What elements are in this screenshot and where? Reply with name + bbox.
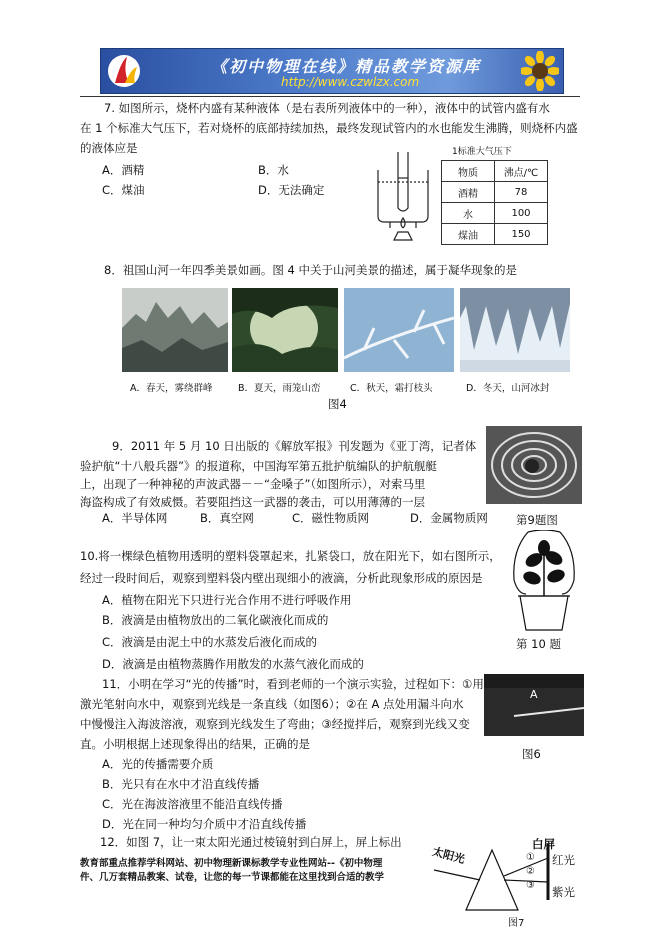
q7-option-c: C．煤油 — [102, 183, 145, 197]
q11-line1: 11．小明在学习“光的传播”时，看到老师的一个演示实验，过程如下：①用 — [102, 677, 484, 691]
q8-caption-c: C．秋天，霜打枝头 — [350, 383, 433, 394]
q7-option-a: A．酒精 — [102, 163, 145, 177]
header-banner — [100, 48, 564, 94]
laser-beam-icon — [484, 674, 584, 736]
photo-summer-rain — [232, 288, 338, 372]
q8-text: 8．祖国山河一年四季美景如画。图 4 中关于山河美景的描述，属于凝华现象的是 — [104, 263, 517, 277]
red-light-label: 红光 — [552, 853, 575, 867]
sonic-weapon-figure — [486, 426, 582, 504]
q9-line4: 海盗构成了有效威慑。若要阻挡这一武器的袭击，可以用薄薄的一层 — [80, 495, 425, 509]
q7-line1: 7. 如图所示，烧杯内盛有某种液体（是右表所列液体中的一种），液体中的试管内盛有水 — [104, 101, 550, 115]
figure-4-label: 图4 — [328, 397, 347, 411]
boiling-table-caption: 1标准大气压下 — [452, 147, 512, 157]
q10-option-c: C．液滴是由泥土中的水蒸发后液化而成的 — [102, 635, 318, 649]
q11-line2: 激光笔射向水中，观察到光线是一条直线（如图6）；②在 A 点处用漏斗向水 — [80, 697, 464, 711]
figure-6-label: 图6 — [522, 747, 541, 761]
sunlight-label: 太阳光 — [431, 844, 467, 867]
q7-line2: 在 1 个标准大气压下，若对烧杯的底部持续加热，最终发现试管内的水也能发生沸腾，则烧杯内盛 — [80, 121, 578, 135]
q8-caption-a: A．春天，雾绕群峰 — [130, 383, 213, 394]
figure-10-label: 第 10 题 — [516, 637, 561, 651]
q8-caption-d: D．冬天，山河冰封 — [466, 383, 550, 394]
table-cell: 水 — [442, 203, 495, 224]
table-cell: 煤油 — [442, 224, 495, 245]
q10-line2: 经过一段时间后，观察到塑料袋内壁出现细小的液滴，分析此现象形成的原因是 — [80, 571, 483, 585]
table-header-substance: 物质 — [442, 161, 495, 182]
q11-line4: 直。小明根据上述现象得出的结果，正确的是 — [80, 737, 310, 751]
q11-option-b: B．光只有在水中才沿直线传播 — [102, 777, 260, 791]
footer-line1: 教育部重点推荐学科网站、初中物理新课标教学专业性网站--《初中物理 — [80, 858, 383, 869]
q12-line1: 12．如图 7，让一束太阳光通过棱镜射到白屏上，屏上标出 — [100, 835, 402, 849]
q7-option-b: B．水 — [258, 163, 289, 177]
q9-option-a: A．半导体网 — [102, 511, 168, 525]
marker-3: ③ — [526, 880, 535, 891]
q9-line1: 9．2011 年 5 月 10 日出版的《解放军报》刊发题为《亚丁湾，记者体 — [112, 439, 477, 453]
banner-title: 《初中物理在线》精品教学资源库 — [211, 57, 482, 76]
q10-option-a: A．植物在阳光下只进行光合作用不进行呼吸作用 — [102, 593, 352, 607]
q9-line3: 上，出现了一种神秘的声波武器－－“金嗓子”（如图所示），对索马里 — [80, 477, 426, 491]
photo-autumn-frost — [344, 288, 454, 372]
table-cell: 酒精 — [442, 182, 495, 203]
table-cell: 78 — [495, 182, 548, 203]
site-logo — [107, 53, 141, 89]
footer-line2: 件、几万套精品教案、试卷，让您的每一节课都能在这里找到合适的教学 — [80, 872, 385, 883]
white-screen-label: 白屏 — [532, 837, 555, 851]
q9-option-b: B．真空网 — [200, 511, 254, 525]
banner-url[interactable]: http://www.czwlzx.com — [281, 75, 420, 89]
q11-option-d: D．光在同一种均匀介质中才沿直线传播 — [102, 817, 307, 831]
table-cell: 150 — [495, 224, 548, 245]
q9-option-d: D．金属物质网 — [410, 511, 488, 525]
photo-spring-mountains — [122, 288, 228, 372]
boiling-point-table — [441, 160, 548, 245]
laser-water-photo — [484, 674, 584, 736]
header-rule — [80, 96, 580, 97]
q7-option-d: D．无法确定 — [258, 183, 325, 197]
table-cell: 100 — [495, 203, 548, 224]
marker-2: ② — [526, 866, 535, 877]
q10-option-b: B．液滴是由植物放出的二氧化碳液化而成的 — [102, 613, 329, 627]
beaker-test-tube-figure — [372, 148, 434, 244]
photo-winter-ice — [460, 288, 570, 372]
q9-option-c: C．磁性物质网 — [292, 511, 370, 525]
figure-9-label: 第9题图 — [516, 513, 558, 527]
q7-line3: 的液体应是 — [80, 141, 138, 155]
q10-option-d: D．液滴是由植物蒸腾作用散发的水蒸气液化而成的 — [102, 657, 364, 671]
q11-option-a: A．光的传播需要介质 — [102, 757, 214, 771]
q10-line1: 10.将一棵绿色植物用透明的塑料袋罩起来，扎紧袋口，放在阳光下，如右图所示， — [80, 549, 501, 563]
figure-7-label: 图7 — [508, 918, 525, 929]
q8-caption-b: B．夏天，雨笼山峦 — [238, 383, 321, 394]
q11-line3: 中慢慢注入海波溶液，观察到光线发生了弯曲；③经搅拌后，观察到光线又变 — [80, 717, 470, 731]
point-a-label: A — [530, 688, 538, 701]
marker-1: ① — [526, 852, 535, 863]
table-header-boiling-point: 沸点/℃ — [495, 161, 548, 182]
q9-line2: 验护航“十八般兵器”》的报道称，中国海军第五批护航编队的护航舰艇 — [80, 459, 437, 473]
q11-option-c: C．光在海波溶液里不能沿直线传播 — [102, 797, 283, 811]
potted-plant-bag-figure — [506, 530, 582, 634]
sunflower-icon — [521, 51, 559, 91]
violet-light-label: 紫光 — [552, 885, 575, 899]
